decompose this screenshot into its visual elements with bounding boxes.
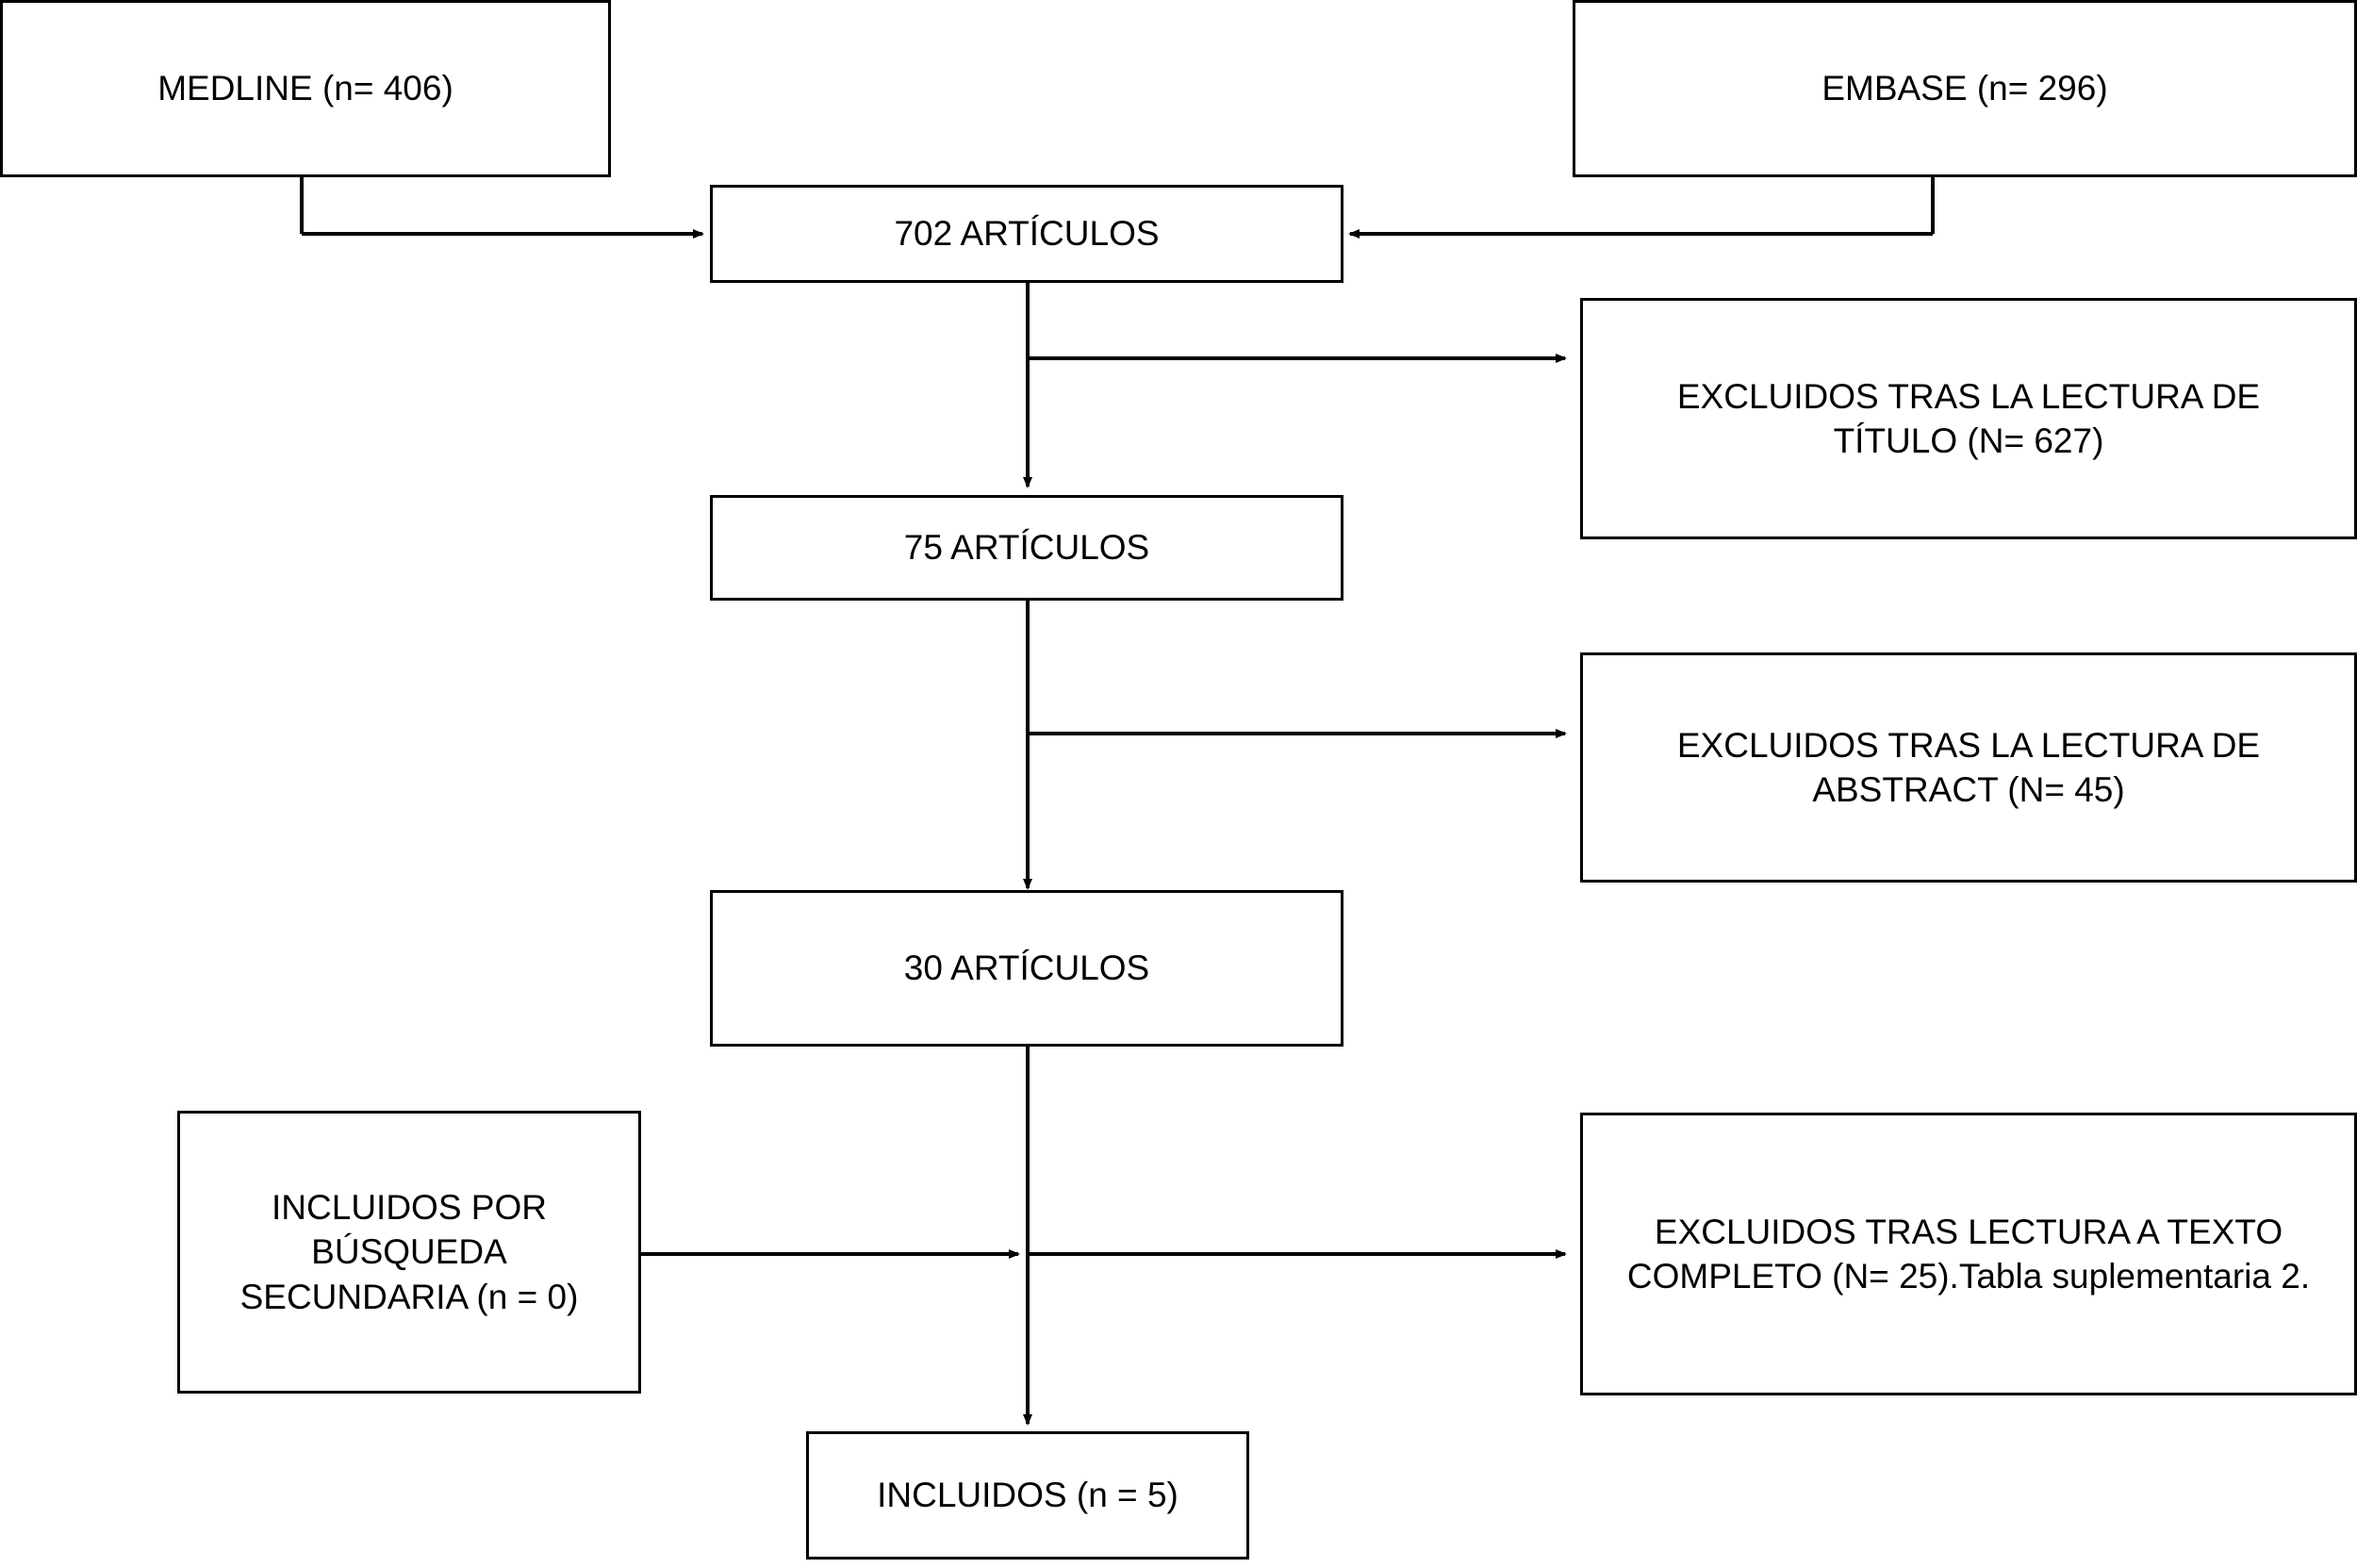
node-excluded-abstract-label: EXCLUIDOS TRAS LA LECTURA DE ABSTRACT (N= 45) xyxy=(1676,725,2261,809)
node-total-articles xyxy=(710,185,1343,283)
node-excluded-fulltext-label: EXCLUIDOS TRAS LECTURA A TEXTO COMPLETO (N= 25).Tabla suplementaria 2. xyxy=(1626,1212,2311,1296)
node-75-articles-label: 75 ARTÍCULOS xyxy=(903,528,1150,568)
node-excluded-title-label: EXCLUIDOS TRAS LA LECTURA DE TÍTULO (N= 627) xyxy=(1676,376,2261,460)
node-75-articles xyxy=(710,495,1343,601)
node-secondary-search xyxy=(177,1111,641,1394)
edge-medline-to-total xyxy=(302,177,702,234)
node-embase-label: EMBASE (n= 296) xyxy=(1821,69,2108,108)
node-excluded-fulltext xyxy=(1580,1113,2357,1395)
node-included xyxy=(806,1431,1249,1560)
node-total-articles-label: 702 ARTÍCULOS xyxy=(894,214,1160,254)
edge-embase-to-total xyxy=(1350,177,1933,234)
node-excluded-title xyxy=(1580,298,2357,539)
node-30-articles xyxy=(710,890,1343,1047)
node-30-articles-label: 30 ARTÍCULOS xyxy=(903,949,1150,988)
node-included-label: INCLUIDOS (n = 5) xyxy=(877,1476,1178,1515)
node-medline-label: MEDLINE (n= 406) xyxy=(157,69,453,108)
node-excluded-abstract xyxy=(1580,652,2357,883)
node-embase xyxy=(1573,0,2357,177)
node-secondary-search-label: INCLUIDOS POR BÚSQUEDA SECUNDARIA (n = 0) xyxy=(239,1187,579,1316)
node-medline xyxy=(0,0,611,177)
